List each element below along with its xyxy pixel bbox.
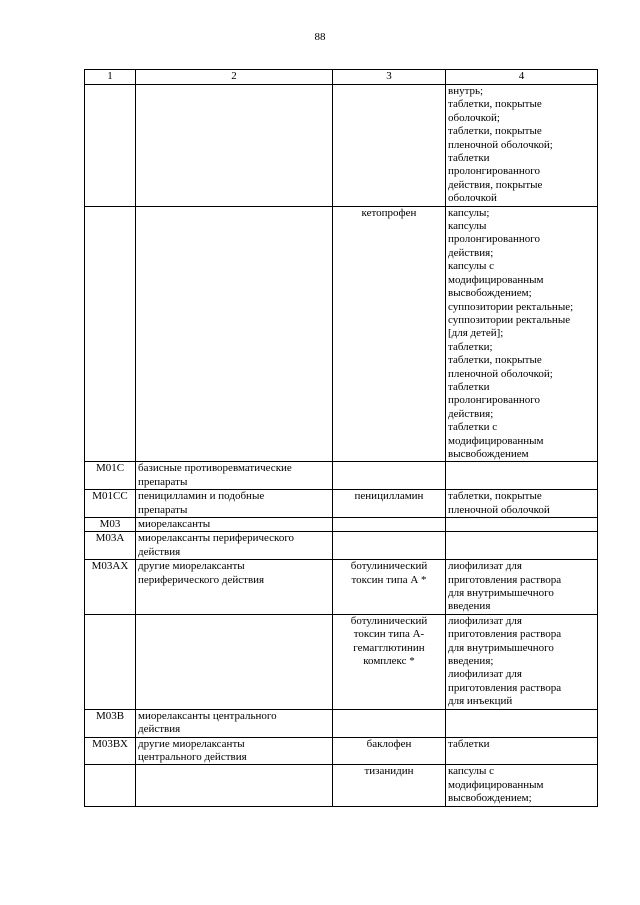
atc-code-cell (85, 206, 136, 462)
group-name-cell (136, 206, 333, 462)
group-name-cell: другие миорелаксанты центрального действия (136, 737, 333, 765)
group-name-cell: миорелаксанты периферического действия (136, 532, 333, 560)
drug-name-cell (333, 462, 446, 490)
table-row (85, 85, 598, 207)
drug-name-cell: пеницилламин (333, 490, 446, 518)
dosage-forms-cell: капсулы; капсулы пролонгированного действия; капсулы с модифицированным высвобождением; суппозитории ректальные; суппозитории ректальные [для детей]; таблетки; таблетки, покрытые пленочной оболочкой; таблетки пролонгированного действия; таблетки с модифицированным высвобождением (446, 206, 598, 462)
group-name-cell: пеницилламин и подобные препараты (136, 490, 333, 518)
group-name-cell: другие миорелаксанты периферического действия (136, 560, 333, 615)
drug-name-cell: кетопрофен (333, 206, 446, 462)
drug-name-cell: баклофен (333, 737, 446, 765)
header-col-1: 1 (85, 70, 136, 85)
drug-name-cell (333, 85, 446, 207)
header-row (85, 70, 598, 85)
table-body (85, 85, 598, 807)
drug-table (84, 69, 598, 807)
dosage-forms-cell: лиофилизат для приготовления раствора для внутримышечного введения (446, 560, 598, 615)
atc-code-cell: М01СС (85, 490, 136, 518)
table-row (85, 614, 598, 709)
table-row (85, 765, 598, 806)
page-number: 88 (314, 31, 326, 43)
group-name-cell: миорелаксанты центрального действия (136, 709, 333, 737)
group-name-cell (136, 85, 333, 207)
table-row (85, 709, 598, 737)
atc-code-cell (85, 765, 136, 806)
dosage-forms-cell: внутрь; таблетки, покрытые оболочкой; таблетки, покрытые пленочной оболочкой; таблетки пролонгированного действия, покрытые оболочкой (446, 85, 598, 207)
table-row (85, 518, 598, 532)
header-col-3: 3 (333, 70, 446, 85)
header-col-2: 2 (136, 70, 333, 85)
dosage-forms-cell: таблетки (446, 737, 598, 765)
atc-code-cell (85, 85, 136, 207)
table-row (85, 737, 598, 765)
drug-name-cell (333, 532, 446, 560)
header-col-4: 4 (446, 70, 598, 85)
dosage-forms-cell: капсулы с модифицированным высвобождением; (446, 765, 598, 806)
drug-name-cell: тизанидин (333, 765, 446, 806)
dosage-forms-cell (446, 532, 598, 560)
drug-name-cell (333, 518, 446, 532)
atc-code-cell: М03В (85, 709, 136, 737)
table-header (85, 70, 598, 85)
drug-name-cell: ботулинический токсин типа А * (333, 560, 446, 615)
dosage-forms-cell (446, 709, 598, 737)
drug-name-cell (333, 709, 446, 737)
dosage-forms-cell: таблетки, покрытые пленочной оболочкой (446, 490, 598, 518)
atc-code-cell: М03 (85, 518, 136, 532)
table-row (85, 490, 598, 518)
atc-code-cell: М03ВХ (85, 737, 136, 765)
dosage-forms-cell (446, 518, 598, 532)
atc-code-cell: М03А (85, 532, 136, 560)
table-row (85, 206, 598, 462)
group-name-cell (136, 765, 333, 806)
atc-code-cell: М03АХ (85, 560, 136, 615)
table-row (85, 532, 598, 560)
drug-name-cell: ботулинический токсин типа А- гемагглютинин комплекс * (333, 614, 446, 709)
dosage-forms-cell: лиофилизат для приготовления раствора для внутримышечного введения; лиофилизат для приготовления раствора для инъекций (446, 614, 598, 709)
atc-code-cell: М01С (85, 462, 136, 490)
group-name-cell (136, 614, 333, 709)
atc-code-cell (85, 614, 136, 709)
dosage-forms-cell (446, 462, 598, 490)
group-name-cell: миорелаксанты (136, 518, 333, 532)
group-name-cell: базисные противоревматические препараты (136, 462, 333, 490)
table-row (85, 560, 598, 615)
table-row (85, 462, 598, 490)
